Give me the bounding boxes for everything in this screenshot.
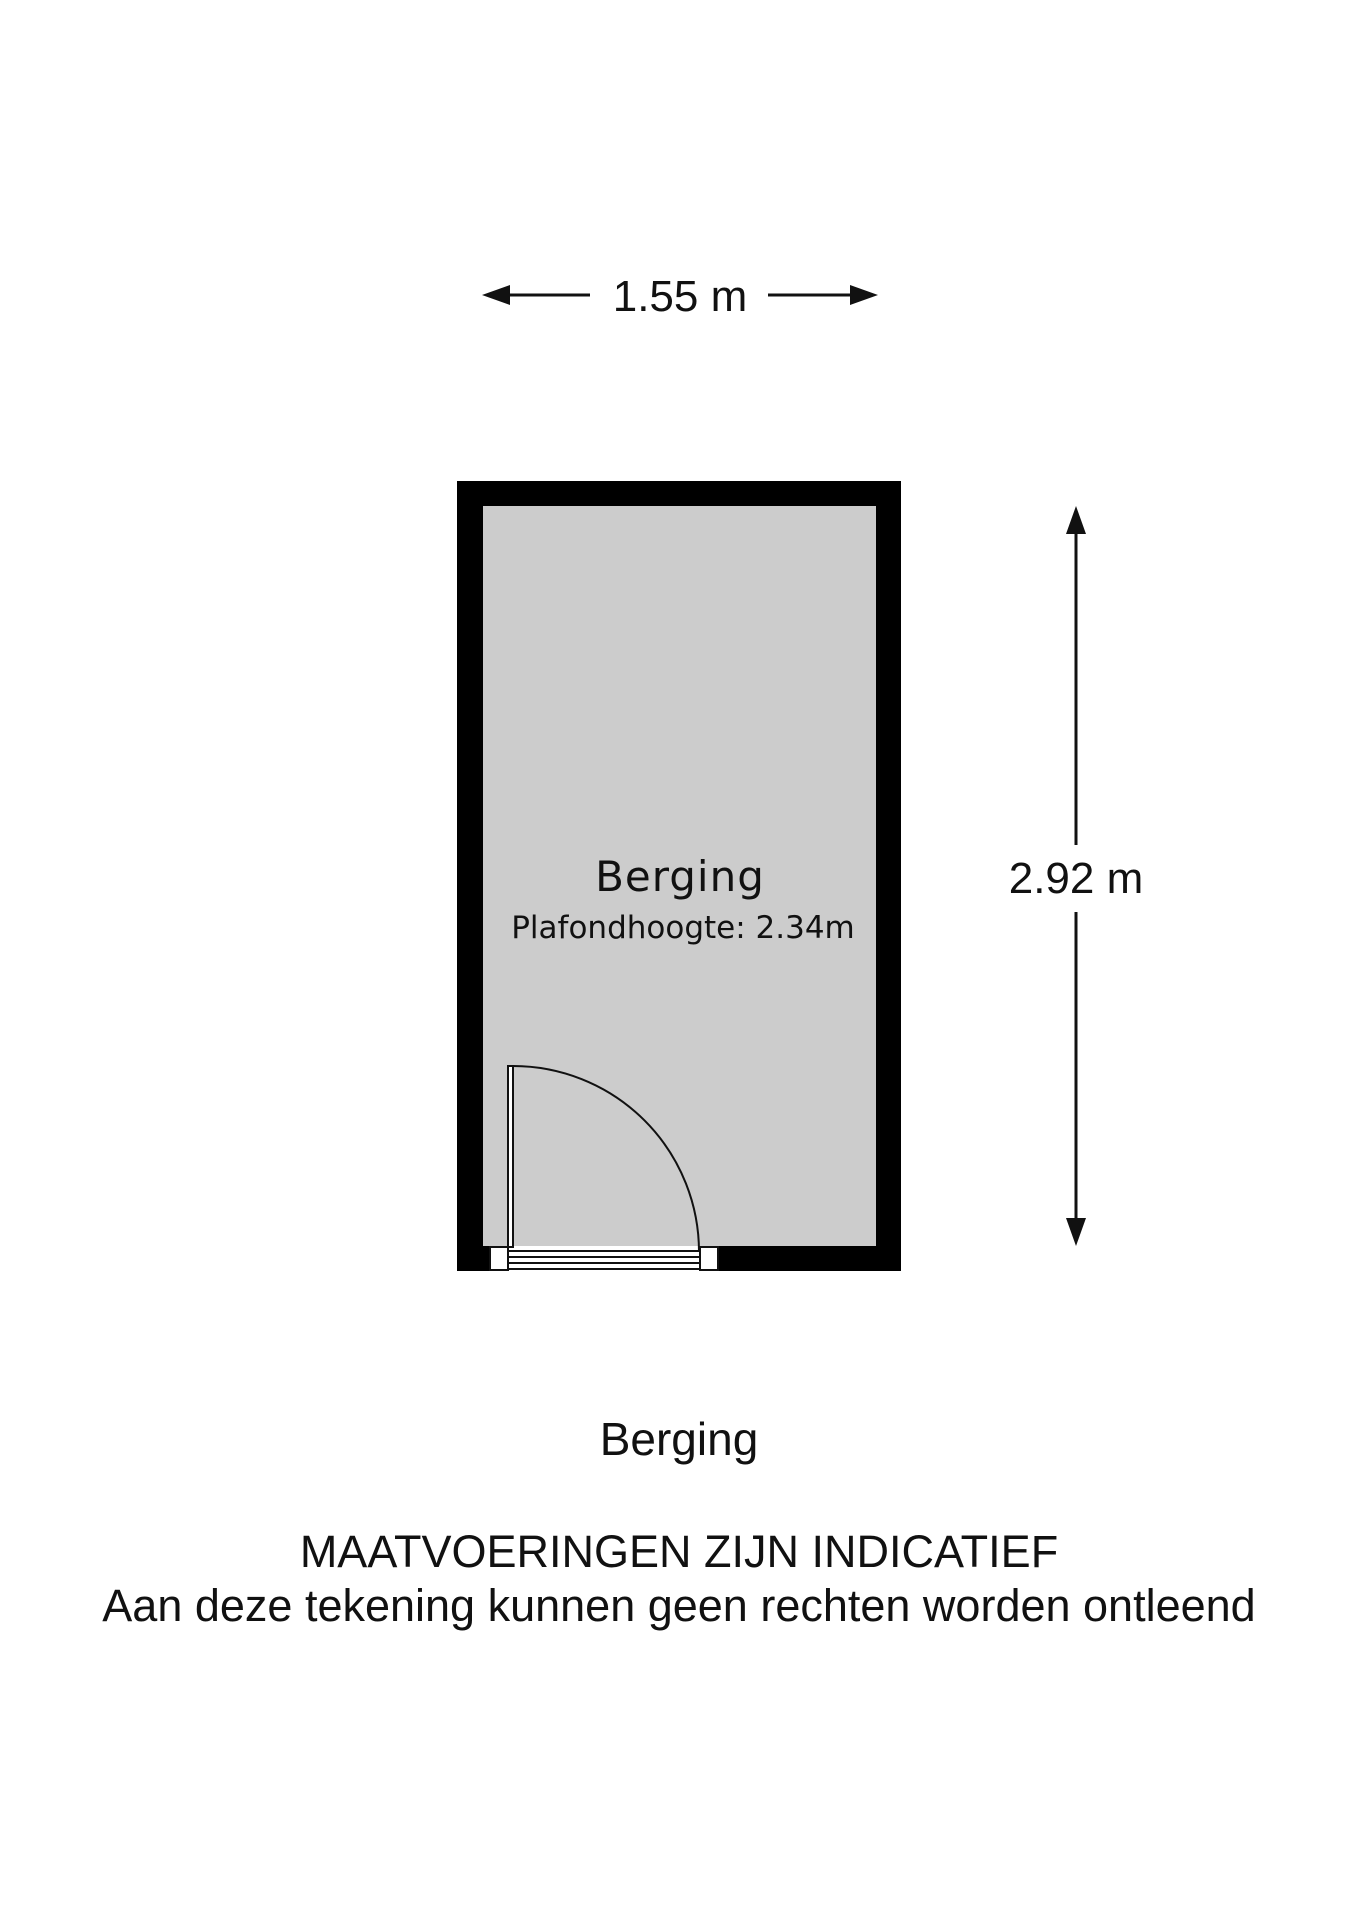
room-name: Berging (595, 852, 765, 901)
room-berging (457, 481, 901, 1271)
width-dimension (482, 272, 878, 321)
disclaimer-title: MAATVOERINGEN ZIJN INDICATIEF (299, 1526, 1059, 1577)
width-dimension-label: 1.55 m (612, 272, 748, 321)
disclaimer-text: Aan deze tekening kunnen geen rechten worden ontleend (102, 1580, 1256, 1631)
width-arrow-right-head (850, 285, 878, 305)
height-arrow-top-head (1066, 506, 1086, 534)
door-opening (490, 1246, 718, 1271)
height-dimension-label: 2.92 m (1008, 854, 1144, 903)
height-dimension (1009, 506, 1144, 1246)
height-arrow-bottom-head (1066, 1218, 1086, 1246)
door-leaf (508, 1066, 513, 1247)
room-ceiling-height: Plafondhoogte: 2.34m (511, 910, 855, 946)
width-arrow-left-head (482, 285, 510, 305)
floor-label: Berging (599, 1413, 759, 1465)
